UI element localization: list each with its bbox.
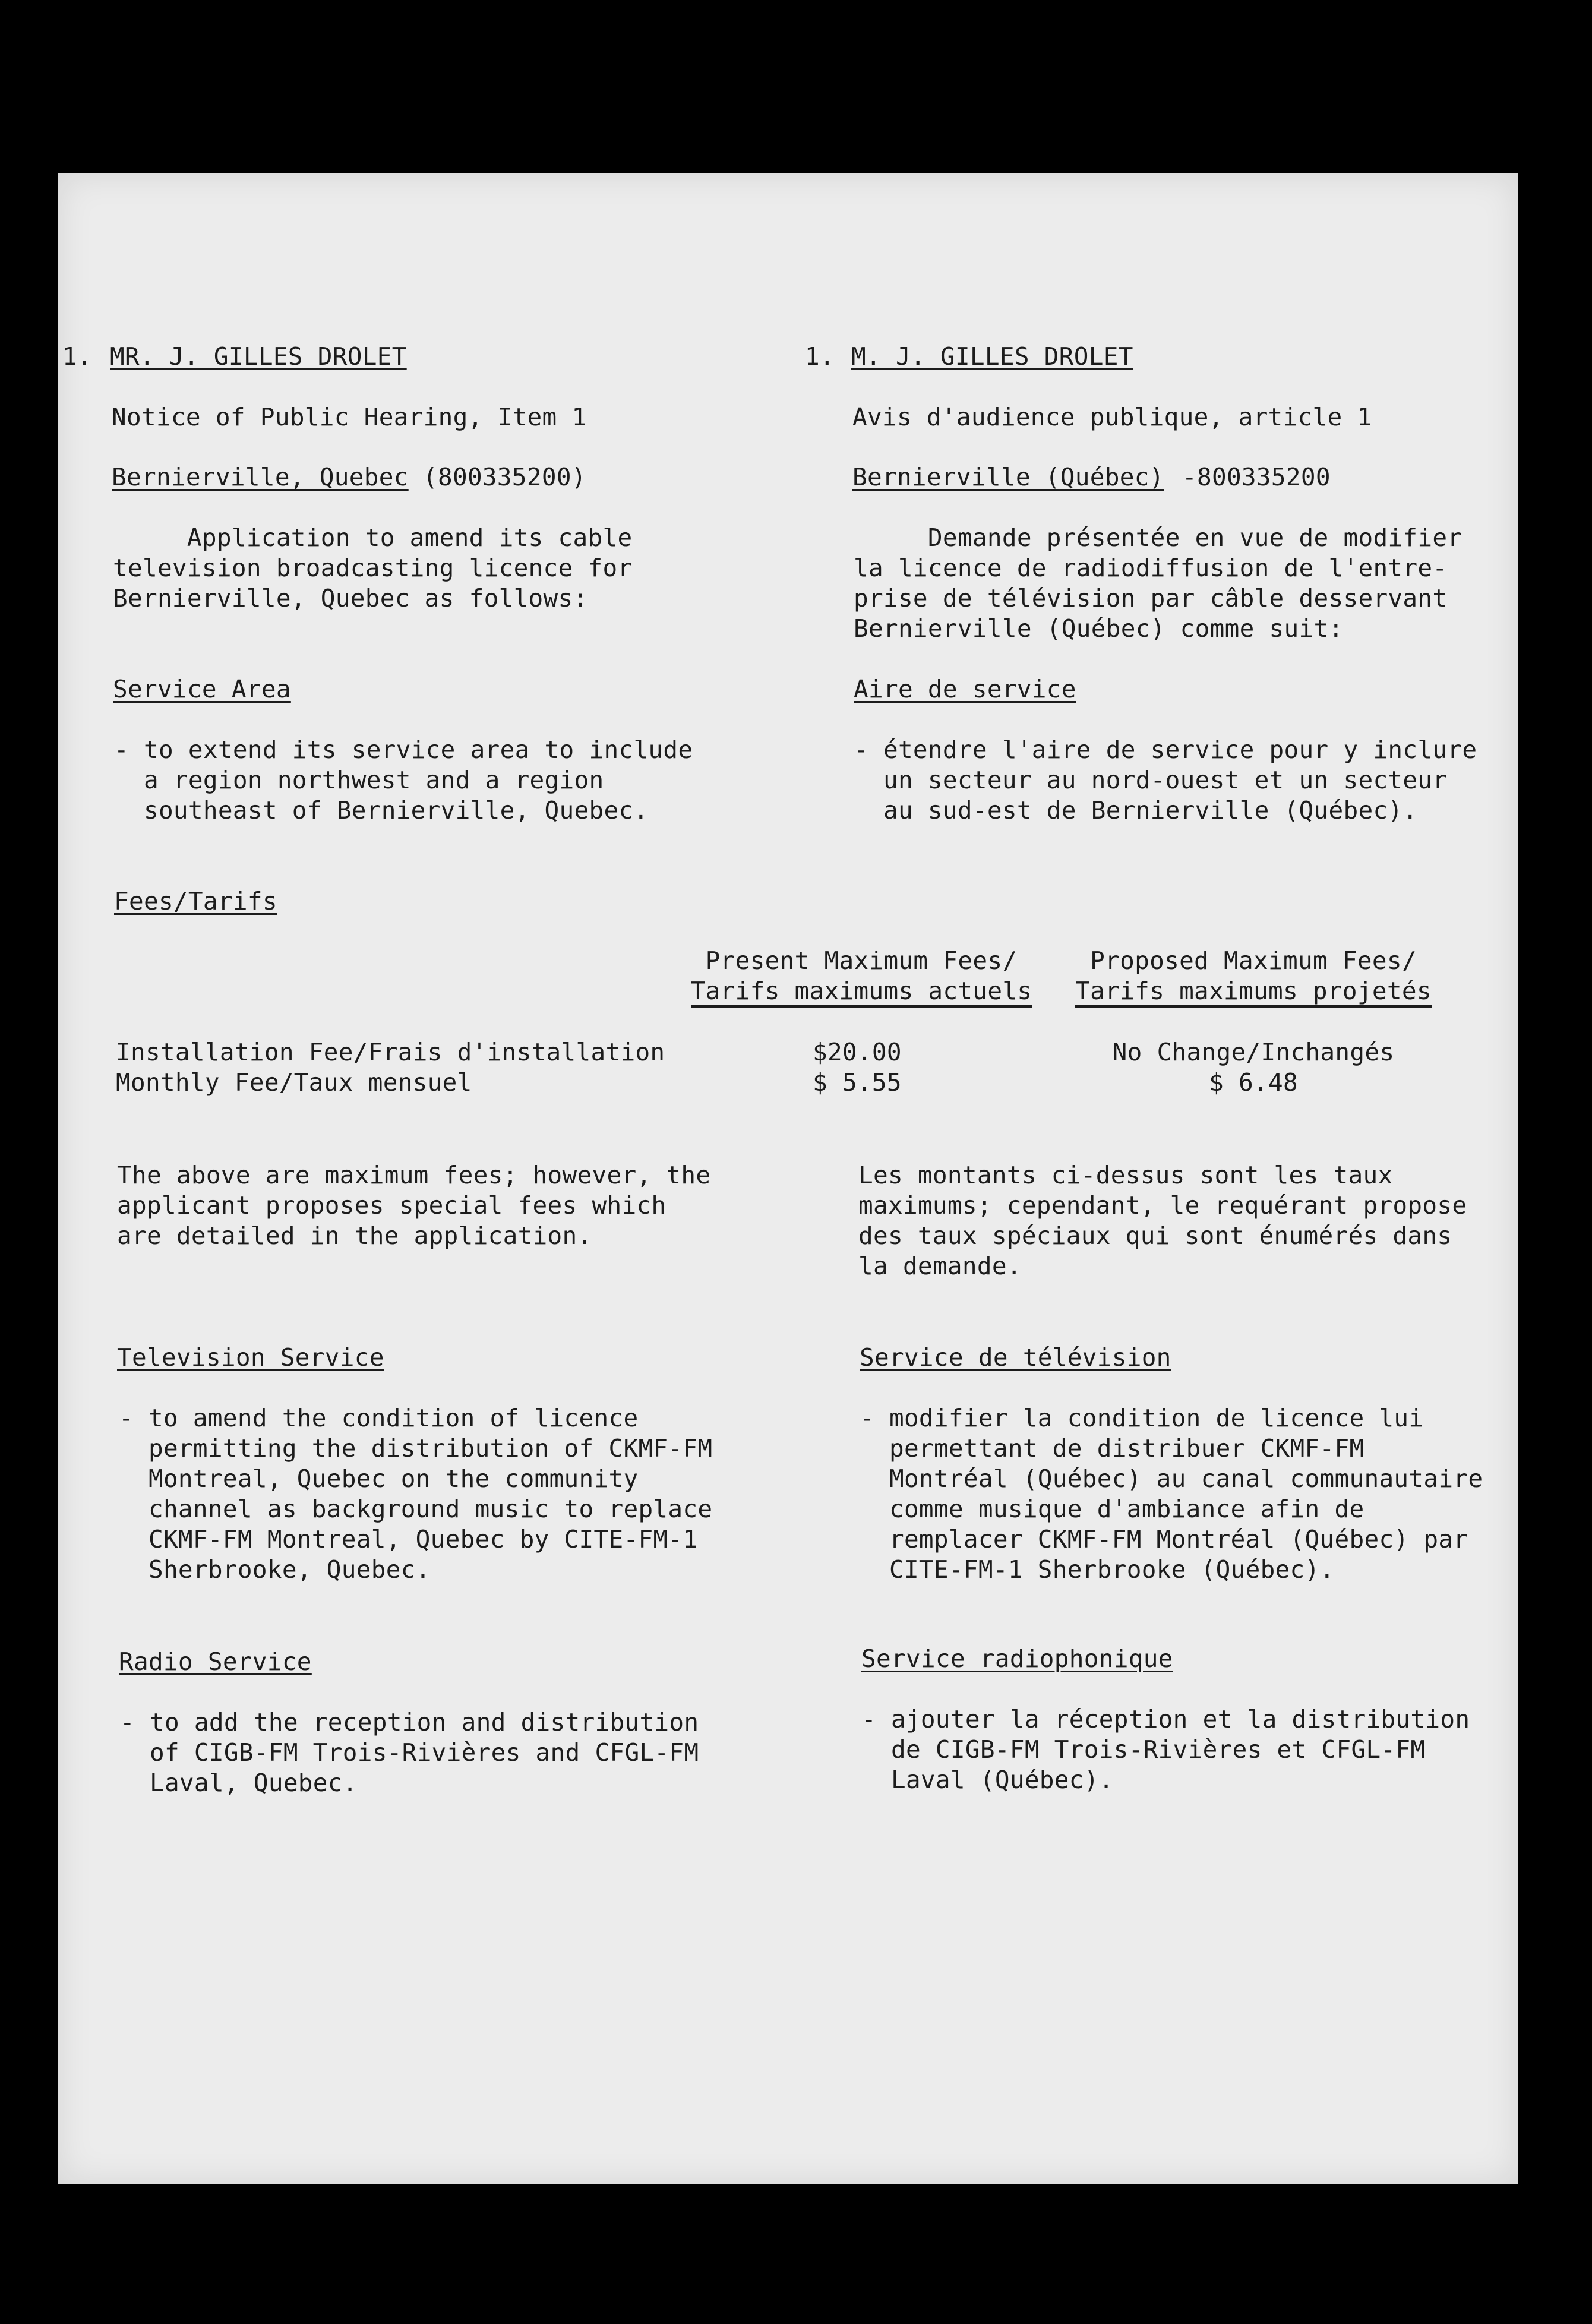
french-tv-line-1: - modifier la condition de licence lui: [860, 1404, 1424, 1432]
english-fees-note-line-1: The above are maximum fees; however, the: [117, 1161, 711, 1189]
french-intro-line-2: la licence de radiodiffusion de l'entre-: [854, 554, 1448, 582]
french-tv-line-5: remplacer CKMF-FM Montréal (Québec) par: [860, 1525, 1468, 1553]
present-fees-header-text: Tarifs maximums actuels: [691, 977, 1032, 1008]
french-radio-line-3: Laval (Québec).: [861, 1766, 1114, 1794]
proposed-fee-monthly: $ 6.48: [1209, 1068, 1298, 1097]
french-service-area-line-2: un secteur au nord-ouest et un secteur: [854, 766, 1448, 794]
english-intro-line-1: Application to amend its cable: [113, 523, 633, 552]
french-service-area-line-1: - étendre l'aire de service pour y inclure: [854, 735, 1477, 764]
french-intro-line-1: Demande présentée en vue de modifier: [854, 523, 1463, 552]
english-tv-line-4: channel as background music to replace: [119, 1495, 713, 1523]
english-radio-line-1: - to add the reception and distribution: [120, 1708, 699, 1736]
english-tv-line-2: permitting the distribution of CKMF-FM: [119, 1434, 713, 1463]
fee-row-label-monthly: Monthly Fee/Taux mensuel: [116, 1068, 472, 1097]
english-fees-note-line-2: applicant proposes special fees which: [117, 1191, 667, 1220]
french-tv-line-2: permettant de distribuer CKMF-FM: [860, 1434, 1364, 1463]
present-fees-header-line-1: Present Maximum Fees/: [705, 946, 1018, 975]
french-radio-title: Service radiophonique: [861, 1644, 1173, 1673]
english-tv-line-1: - to amend the condition of licence: [119, 1404, 639, 1432]
french-tv-line-3: Montréal (Québec) au canal communautaire: [860, 1464, 1483, 1493]
english-service-area-title: Service Area: [113, 675, 291, 703]
french-file-number: -800335200: [1182, 463, 1331, 491]
english-radio-line-3: Laval, Quebec.: [120, 1769, 358, 1797]
english-service-area-line-1: - to extend its service area to include: [114, 735, 693, 764]
french-fees-note-line-4: la demande.: [858, 1252, 1022, 1280]
french-intro-line-4: Bernierville (Québec) comme suit:: [854, 614, 1344, 643]
french-notice: Avis d'audience publique, article 1: [852, 403, 1372, 431]
present-fees-header-line-2: [683, 976, 1040, 1008]
fee-row-label-installation: Installation Fee/Frais d'installation: [116, 1038, 665, 1066]
french-fees-note-line-1: Les montants ci-dessus sont les taux: [858, 1161, 1393, 1189]
fees-title: Fees/Tarifs: [114, 887, 277, 915]
proposed-fees-header-text: Tarifs maximums projetés: [1075, 977, 1432, 1008]
english-heading: MR. J. GILLES DROLET: [110, 342, 407, 371]
french-location: Bernierville (Québec): [852, 463, 1164, 491]
english-radio-title: Radio Service: [119, 1647, 312, 1676]
french-fees-note-line-2: maximums; cependant, le requérant propose: [858, 1191, 1467, 1220]
french-service-area-line-3: au sud-est de Bernierville (Québec).: [854, 796, 1418, 825]
english-tv-line-6: Sherbrooke, Quebec.: [119, 1555, 431, 1584]
english-tv-line-3: Montreal, Quebec on the community: [119, 1464, 639, 1493]
english-notice: Notice of Public Hearing, Item 1: [112, 403, 587, 431]
english-service-area-line-2: a region northwest and a region: [114, 766, 604, 794]
french-fees-note-line-3: des taux spéciaux qui sont énumérés dans: [858, 1221, 1452, 1250]
french-tv-line-6: CITE-FM-1 Sherbrooke (Québec).: [860, 1555, 1335, 1584]
french-heading-number: 1.: [805, 342, 835, 371]
english-fees-note-line-3: are detailed in the application.: [117, 1221, 592, 1250]
english-radio-line-2: of CIGB-FM Trois-Rivières and CFGL-FM: [120, 1738, 699, 1767]
french-tv-title: Service de télévision: [860, 1343, 1171, 1372]
french-service-area-title: Aire de service: [854, 675, 1076, 703]
french-radio-line-2: de CIGB-FM Trois-Rivières et CFGL-FM: [861, 1735, 1426, 1764]
french-radio-line-1: - ajouter la réception et la distribution: [861, 1705, 1470, 1733]
proposed-fee-installation: No Change/Inchangés: [1112, 1038, 1395, 1066]
proposed-fees-header-line-1: Proposed Maximum Fees/: [1090, 946, 1417, 975]
french-tv-line-4: comme musique d'ambiance afin de: [860, 1495, 1364, 1523]
english-file-number: (800335200): [423, 463, 586, 491]
present-fee-monthly: $ 5.55: [813, 1068, 902, 1097]
english-service-area-line-3: southeast of Bernierville, Quebec.: [114, 796, 649, 825]
english-tv-line-5: CKMF-FM Montreal, Quebec by CITE-FM-1: [119, 1525, 698, 1553]
english-intro-line-2: television broadcasting licence for: [113, 554, 633, 582]
english-intro-line-3: Bernierville, Quebec as follows:: [113, 584, 588, 612]
english-heading-number: 1.: [62, 342, 92, 371]
english-tv-title: Television Service: [117, 1343, 384, 1372]
proposed-fees-header-line-2: [1063, 976, 1443, 1008]
present-fee-installation: $20.00: [813, 1038, 902, 1066]
french-heading: M. J. GILLES DROLET: [851, 342, 1133, 371]
french-intro-line-3: prise de télévision par câble desservant: [854, 584, 1448, 612]
english-location: Bernierville, Quebec: [112, 463, 409, 491]
